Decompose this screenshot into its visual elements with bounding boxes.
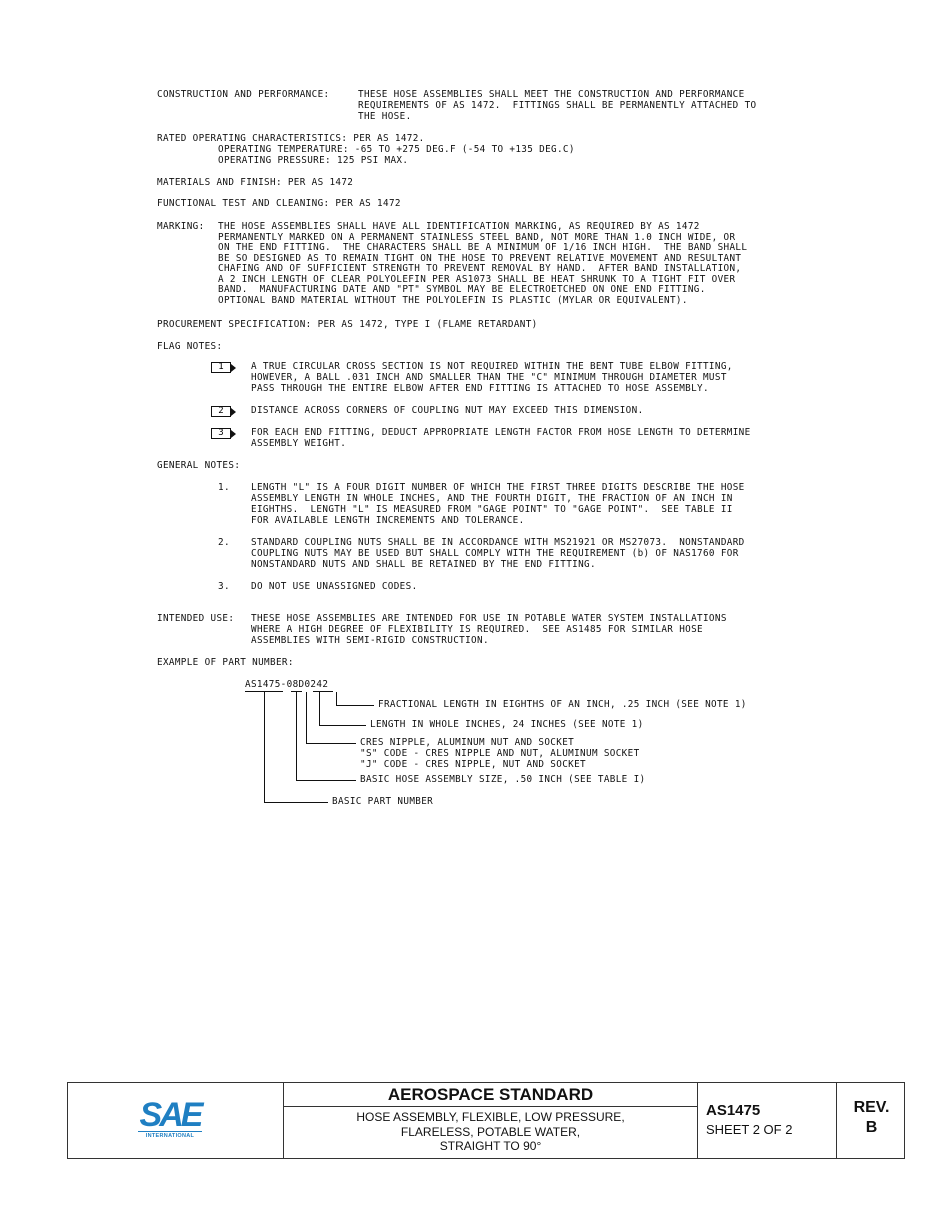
flag-note-1-line: HOWEVER, A BALL .031 INCH AND SMALLER THAN THE "C" MINIMUM THROUGH DIAMETER MUST bbox=[251, 372, 727, 383]
description-line: HOSE ASSEMBLY, FLEXIBLE, LOW PRESSURE, bbox=[356, 1110, 625, 1124]
general-note-3-line: DO NOT USE UNASSIGNED CODES. bbox=[251, 581, 418, 592]
leader-basic-vertical bbox=[264, 692, 265, 802]
document-cell bbox=[698, 1083, 837, 1158]
marking-line: ON THE END FITTING. THE CHARACTERS SHALL BE A MINIMUM OF 1/16 INCH HIGH. THE BAND SHALL bbox=[218, 242, 748, 253]
flag-note-3-marker: 3 bbox=[211, 428, 231, 439]
construction-line-1: THESE HOSE ASSEMBLIES SHALL MEET THE CONSTRUCTION AND PERFORMANCE bbox=[358, 89, 745, 100]
marking-line: THE HOSE ASSEMBLIES SHALL HAVE ALL IDENTIFICATION MARKING, AS REQUIRED BY AS 1472 bbox=[218, 221, 700, 232]
sae-logo-subtitle: INTERNATIONAL bbox=[138, 1131, 202, 1139]
title-row bbox=[284, 1083, 697, 1107]
flag-note-1-line: A TRUE CIRCULAR CROSS SECTION IS NOT REQUIRED WITHIN THE BENT TUBE ELBOW FITTING, bbox=[251, 361, 733, 372]
general-note-2-line: NONSTANDARD NUTS AND SHALL BE RETAINED BY THE END FITTING. bbox=[251, 559, 596, 570]
standard-title: AEROSPACE STANDARD bbox=[387, 1085, 594, 1104]
example-label: EXAMPLE OF PART NUMBER: bbox=[157, 657, 294, 668]
callout-code-line-2: "S" CODE - CRES NIPPLE AND NUT, ALUMINUM SOCKET bbox=[360, 748, 640, 759]
callout-code-line-1: CRES NIPPLE, ALUMINUM NUT AND SOCKET bbox=[360, 737, 575, 748]
general-note-1-line: ASSEMBLY LENGTH IN WHOLE INCHES, AND THE FOURTH DIGIT, THE FRACTION OF AN INCH IN bbox=[251, 493, 733, 504]
leader-fraction-horizontal bbox=[336, 705, 374, 706]
general-note-1-line: FOR AVAILABLE LENGTH INCREMENTS AND TOLERANCE. bbox=[251, 515, 525, 526]
marking-line: CHAFING AND OF SUFFICIENT STRENGTH TO PREVENT REMOVAL BY HAND. AFTER BAND INSTALLATION, bbox=[218, 263, 742, 274]
marking-line: BAND. MANUFACTURING DATE AND "PT" SYMBOL MAY BE ELECTROETCHED ON ONE END FITTING. bbox=[218, 284, 706, 295]
intended-use-line: THESE HOSE ASSEMBLIES ARE INTENDED FOR USE IN POTABLE WATER SYSTEM INSTALLATIONS bbox=[251, 613, 727, 624]
sae-logo bbox=[138, 1096, 202, 1139]
revision-cell bbox=[837, 1083, 906, 1158]
marking-line: A 2 INCH LENGTH OF CLEAR POLYOLEFIN PER AS1073 SHALL BE HEAT SHRUNK TO A TIGHT FIT OVER bbox=[218, 274, 736, 285]
leader-basic-horizontal bbox=[264, 802, 328, 803]
general-note-3-number: 3. bbox=[218, 581, 230, 592]
flag-note-1-marker: 1 bbox=[211, 362, 231, 373]
sheet-number: SHEET 2 OF 2 bbox=[706, 1122, 793, 1137]
flag-note-2-line: DISTANCE ACROSS CORNERS OF COUPLING NUT MAY EXCEED THIS DIMENSION. bbox=[251, 405, 644, 416]
rated-pressure: OPERATING PRESSURE: 125 PSI MAX. bbox=[218, 155, 409, 166]
materials-line: MATERIALS AND FINISH: PER AS 1472 bbox=[157, 177, 354, 188]
flag-note-3-line: FOR EACH END FITTING, DEDUCT APPROPRIATE LENGTH FACTOR FROM HOSE LENGTH TO DETERMINE bbox=[251, 427, 751, 438]
callout-basic-part-number: BASIC PART NUMBER bbox=[332, 796, 434, 807]
general-notes-label: GENERAL NOTES: bbox=[157, 460, 241, 471]
part-number-example: AS1475-08D0242 bbox=[245, 679, 329, 690]
general-note-2-number: 2. bbox=[218, 537, 230, 548]
leader-size-horizontal bbox=[296, 780, 356, 781]
rated-label: RATED OPERATING CHARACTERISTICS: PER AS 1472. bbox=[157, 133, 425, 144]
marking-label: MARKING: bbox=[157, 221, 205, 232]
intended-use-label: INTENDED USE: bbox=[157, 613, 235, 624]
rated-temperature: OPERATING TEMPERATURE: -65 TO +275 DEG.F (-54 TO +135 DEG.C) bbox=[218, 144, 575, 155]
sae-logo-mark: SAE bbox=[139, 1096, 201, 1134]
intended-use-line: ASSEMBLIES WITH SEMI-RIGID CONSTRUCTION. bbox=[251, 635, 489, 646]
revision-label: REV. bbox=[853, 1099, 890, 1116]
general-note-1-line: EIGHTHS. LENGTH "L" IS MEASURED FROM "GAGE POINT" TO "GAGE POINT". SEE TABLE II bbox=[251, 504, 733, 515]
flag-note-1-line: PASS THROUGH THE ENTIRE ELBOW AFTER END FITTING IS ATTACHED TO HOSE ASSEMBLY. bbox=[251, 383, 709, 394]
document-number: AS1475 bbox=[706, 1102, 761, 1119]
general-note-2-line: STANDARD COUPLING NUTS SHALL BE IN ACCORDANCE WITH MS21921 OR MS27073. NONSTANDARD bbox=[251, 537, 745, 548]
flag-note-3-line: ASSEMBLY WEIGHT. bbox=[251, 438, 347, 449]
callout-whole-length: LENGTH IN WHOLE INCHES, 24 INCHES (SEE NOTE 1) bbox=[370, 719, 644, 730]
description-line: STRAIGHT TO 90° bbox=[439, 1139, 542, 1153]
callout-code-line-3: "J" CODE - CRES NIPPLE, NUT AND SOCKET bbox=[360, 759, 586, 770]
functional-line: FUNCTIONAL TEST AND CLEANING: PER AS 1472 bbox=[157, 198, 401, 209]
title-cell bbox=[284, 1083, 698, 1158]
marking-line: BE SO DESIGNED AS TO REMAIN TIGHT ON THE HOSE TO PREVENT RELATIVE MOVEMENT AND RESULTANT bbox=[218, 253, 742, 264]
leader-code-vertical bbox=[306, 692, 307, 743]
flag-notes-label: FLAG NOTES: bbox=[157, 341, 223, 352]
procurement-line: PROCUREMENT SPECIFICATION: PER AS 1472, TYPE I (FLAME RETARDANT) bbox=[157, 319, 538, 330]
revision-letter: B bbox=[865, 1119, 878, 1136]
construction-line-2: REQUIREMENTS OF AS 1472. FITTINGS SHALL BE PERMANENTLY ATTACHED TO bbox=[358, 100, 757, 111]
leader-code-horizontal bbox=[306, 743, 356, 744]
leader-whole-horizontal bbox=[319, 725, 366, 726]
marking-line: PERMANENTLY MARKED ON A PERMANENT STAINLESS STEEL BAND, NOT MORE THAN 1.0 INCH WIDE, OR bbox=[218, 232, 736, 243]
leader-size-vertical bbox=[296, 692, 297, 780]
general-note-2-line: COUPLING NUTS MAY BE USED BUT SHALL COMPLY WITH THE REQUIREMENT (b) OF NAS1760 FOR bbox=[251, 548, 739, 559]
marking-line: OPTIONAL BAND MATERIAL WITHOUT THE POLYOLEFIN IS PLASTIC (MYLAR OR EQUIVALENT). bbox=[218, 295, 688, 306]
description-line: FLARELESS, POTABLE WATER, bbox=[400, 1124, 581, 1139]
general-note-1-number: 1. bbox=[218, 482, 230, 493]
description-block bbox=[284, 1110, 697, 1154]
construction-line-3: THE HOSE. bbox=[358, 111, 412, 122]
leader-whole-vertical bbox=[319, 692, 320, 725]
length-underline bbox=[313, 691, 333, 692]
flag-note-2-marker: 2 bbox=[211, 406, 231, 417]
construction-label: CONSTRUCTION AND PERFORMANCE: bbox=[157, 89, 330, 100]
intended-use-line: WHERE A HIGH DEGREE OF FLEXIBILITY IS REQUIRED. SEE AS1485 FOR SIMILAR HOSE bbox=[251, 624, 703, 635]
logo-cell bbox=[68, 1083, 284, 1158]
leader-fraction-vertical bbox=[336, 692, 337, 705]
general-note-1-line: LENGTH "L" IS A FOUR DIGIT NUMBER OF WHICH THE FIRST THREE DIGITS DESCRIBE THE HOSE bbox=[251, 482, 745, 493]
callout-fractional-length: FRACTIONAL LENGTH IN EIGHTHS OF AN INCH, .25 INCH (SEE NOTE 1) bbox=[378, 699, 747, 710]
callout-hose-size: BASIC HOSE ASSEMBLY SIZE, .50 INCH (SEE TABLE I) bbox=[360, 774, 646, 785]
title-block bbox=[67, 1082, 905, 1159]
